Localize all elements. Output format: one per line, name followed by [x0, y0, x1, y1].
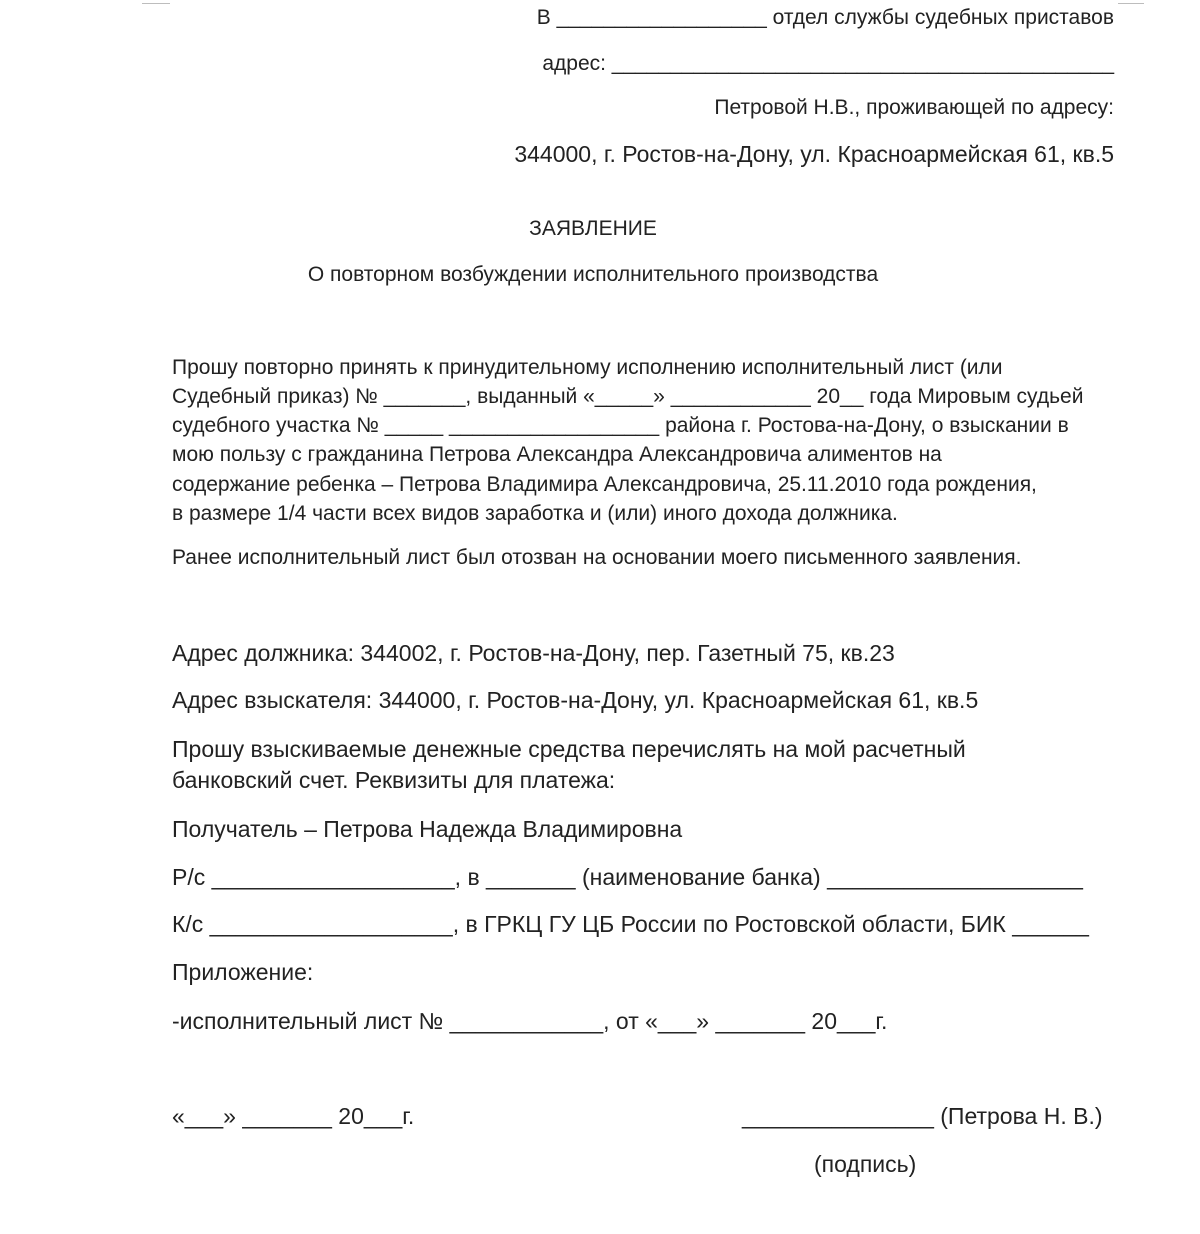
date-line: «___» _______ 20___г.: [172, 1103, 415, 1129]
paragraph1-line: в размере 1/4 части всех видов заработка и (или) иного дохода должника.: [172, 502, 898, 525]
header-sender-address: 344000, г. Ростов-на-Дону, ул. Красноармейская 61, кв.5: [514, 141, 1114, 167]
correspondent-account-line: К/с ___________________, в ГРКЦ ГУ ЦБ России по Ростовской области, БИК ______: [172, 911, 1089, 937]
paragraph1-line: мою пользу с гражданина Петрова Александра Александровича алиментов на: [172, 443, 942, 466]
settlement-account-line: Р/с ___________________, в _______ (наименование банка) ____________________: [172, 864, 1083, 890]
transfer-request-line: банковский счет. Реквизиты для платежа:: [172, 767, 616, 793]
document-subtitle: О повторном возбуждении исполнительного производства: [307, 263, 879, 286]
paragraph1-line: Прошу повторно принять к принудительному исполнению исполнительный лист (или: [172, 356, 1003, 379]
paragraph1-line: содержание ребенка – Петрова Владимира Александровича, 25.11.2010 года рождения,: [172, 473, 1037, 496]
paragraph1-line: Судебный приказ) № _______, выданный «_____» ____________ 20__ года Мировым судьей: [172, 385, 1084, 408]
claimant-address: Адрес взыскателя: 344000, г. Ростов-на-Дону, ул. Красноармейская 61, кв.5: [172, 687, 979, 713]
document-title: ЗАЯВЛЕНИЕ: [529, 217, 657, 240]
header-recipient-department: В __________________ отдел службы судебных приставов: [536, 6, 1114, 29]
paragraph1-line: судебного участка № _____ __________________ района г. Ростова-на-Дону, о взыскании в: [172, 414, 1069, 437]
signature-line: _______________ (Петрова Н. В.): [742, 1103, 1103, 1129]
payment-recipient: Получатель – Петрова Надежда Владимировна: [172, 816, 683, 842]
attachment-item: -исполнительный лист № ____________, от «___» _______ 20___г.: [172, 1008, 888, 1034]
page-corner-mark-right: [1118, 0, 1144, 4]
page-corner-mark-left: [142, 0, 170, 4]
debtor-address: Адрес должника: 344002, г. Ростов-на-Дону, пер. Газетный 75, кв.23: [172, 640, 895, 666]
signature-caption: (подпись): [814, 1151, 917, 1177]
header-address-line: адрес: ___________________________________________: [542, 52, 1114, 75]
paragraph2: Ранее исполнительный лист был отозван на основании моего письменного заявления.: [172, 546, 1022, 569]
transfer-request-line: Прошу взыскиваемые денежные средства перечислять на мой расчетный: [172, 736, 966, 762]
header-sender: Петровой Н.В., проживающей по адресу:: [714, 96, 1114, 119]
attachment-label: Приложение:: [172, 959, 314, 985]
